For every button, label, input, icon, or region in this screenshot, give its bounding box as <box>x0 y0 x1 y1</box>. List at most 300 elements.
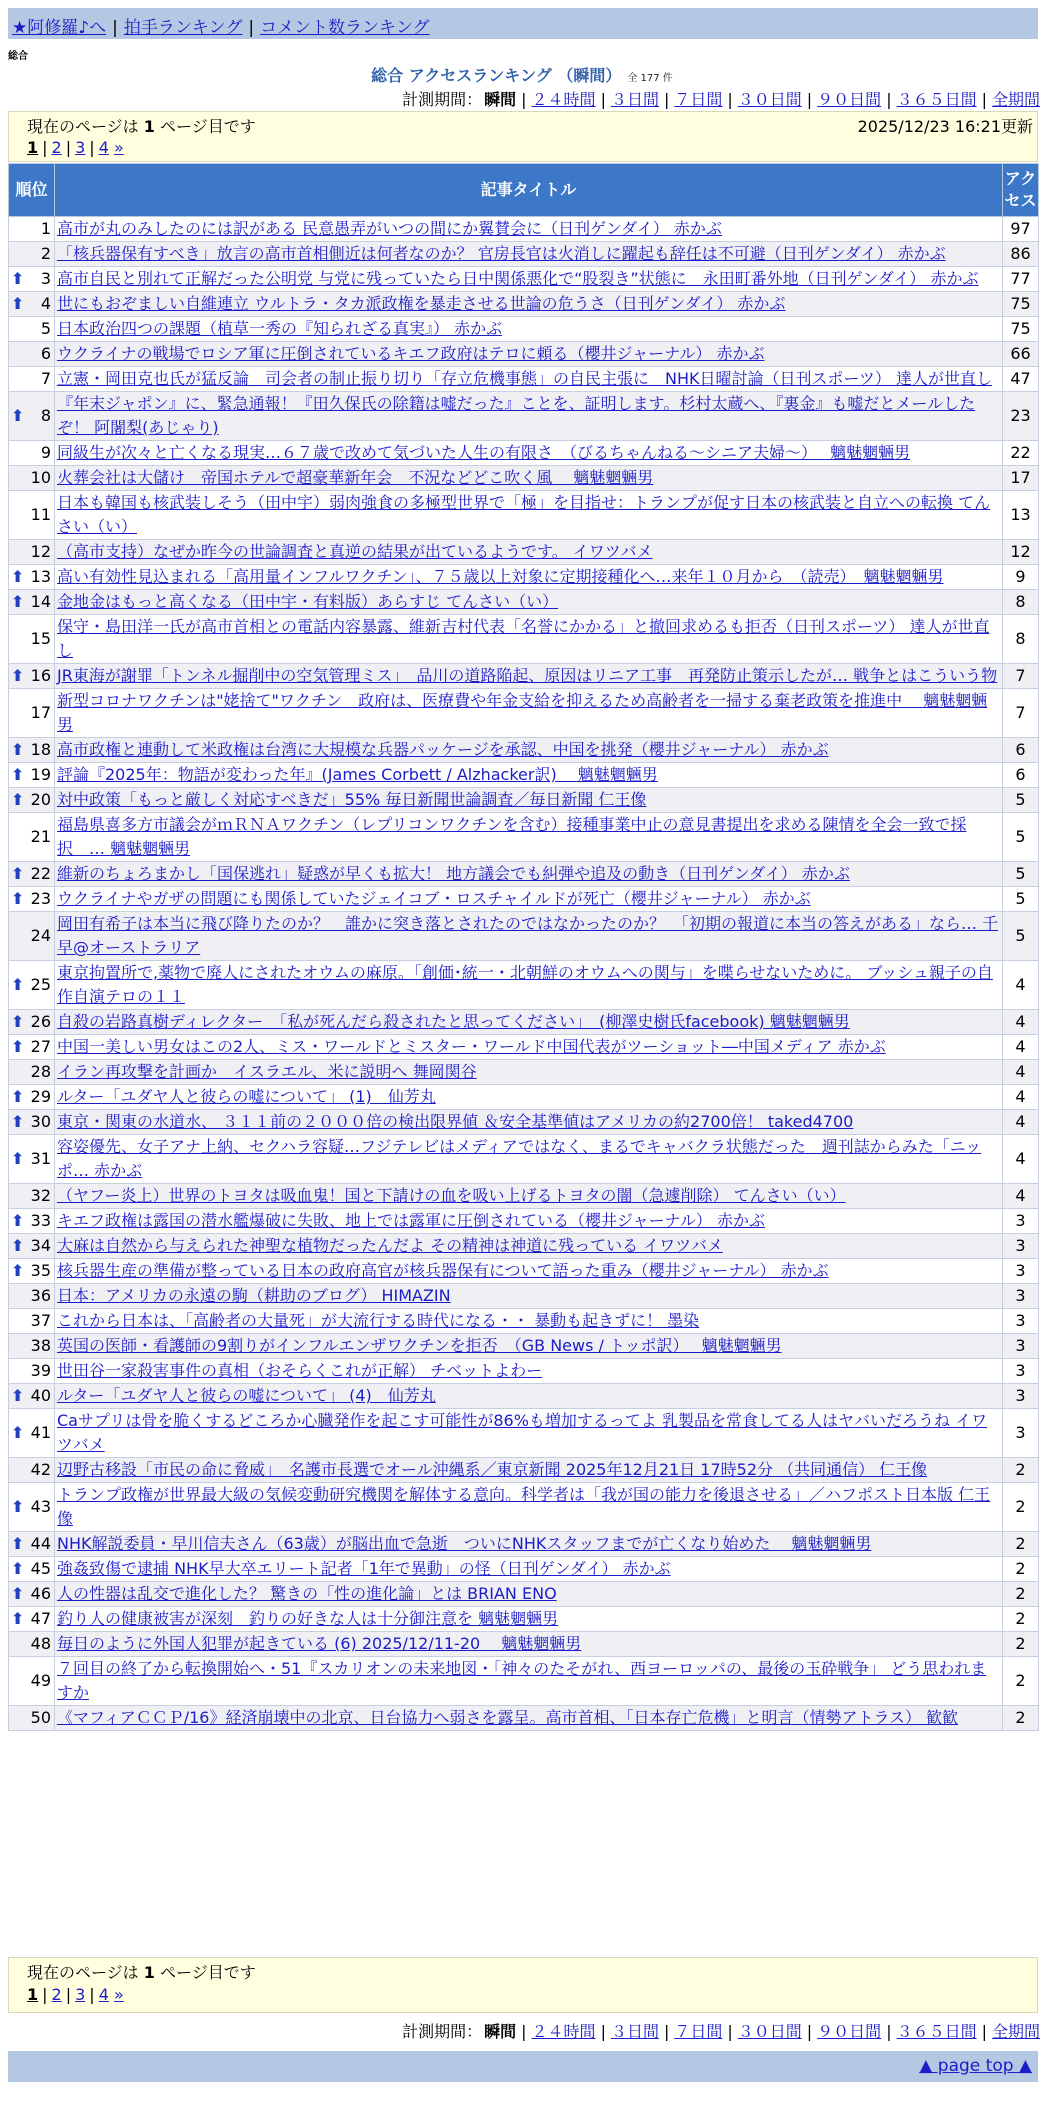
rank-number: 2 <box>40 244 51 263</box>
title-cell <box>55 1483 1003 1532</box>
title-cell <box>55 1209 1003 1234</box>
article-link[interactable]: 毎日のように外国人犯罪が起きている (6) 2025/12/11-20 魑魅魍魎男 <box>57 1634 582 1653</box>
article-link[interactable]: トランプ政権が世界最大級の気候変動研究機関を解体する意向。科学者は「我が国の能力を後退させる」／ハフポスト日本版 仁王像 <box>57 1485 991 1528</box>
rank-cell <box>9 1085 55 1110</box>
access-count: 3 <box>1003 1334 1039 1359</box>
rank-number: 33 <box>30 1211 51 1230</box>
table-row <box>9 367 1039 392</box>
rank-cell <box>9 1010 55 1035</box>
access-count: 5 <box>1003 912 1039 961</box>
access-count: 5 <box>1003 862 1039 887</box>
rank-number: 49 <box>30 1671 51 1690</box>
title-cell <box>55 1607 1003 1632</box>
rank-number: 41 <box>30 1423 51 1442</box>
rank-number: 6 <box>40 344 51 363</box>
title-cell <box>55 242 1003 267</box>
table-row <box>9 1582 1039 1607</box>
period-option-link[interactable]: ７日間 <box>674 2022 723 2041</box>
table-row <box>9 1384 1039 1409</box>
table-row <box>9 1135 1039 1184</box>
access-count: 3 <box>1003 1284 1039 1309</box>
rank-cell <box>9 788 55 813</box>
rank-number: 50 <box>30 1708 51 1727</box>
rank-cell <box>9 466 55 491</box>
access-count: 23 <box>1003 392 1039 441</box>
article-link[interactable]: 《マフィアＣＣＰ/16》経済崩壊中の北京、日台協力へ弱さを露呈。高市首相、「日本存亡危機」と明言（情勢アトラス） 歓歓 <box>57 1708 959 1727</box>
rank-cell <box>9 590 55 615</box>
title-cell <box>55 1234 1003 1259</box>
table-row <box>9 267 1039 292</box>
title-cell <box>55 1035 1003 1060</box>
rank-cell <box>9 862 55 887</box>
article-link[interactable]: ７回目の終了から転換開始へ・51『スカリオンの未来地図・「神々のたそがれ、西ヨーロッパの、最後の玉砕戦争」 どう思われますか <box>57 1659 987 1702</box>
access-count: 75 <box>1003 292 1039 317</box>
access-count: 3 <box>1003 1209 1039 1234</box>
period-option-link[interactable]: ３０日間 <box>737 2022 802 2041</box>
separator: | <box>981 90 987 109</box>
period-option-link[interactable]: ２４時間 <box>531 2022 596 2041</box>
rank-cell <box>9 1607 55 1632</box>
separator: | <box>42 1985 48 2004</box>
rank-number: 24 <box>30 926 51 945</box>
access-count: 2 <box>1003 1632 1039 1657</box>
rank-number: 20 <box>30 790 51 809</box>
title-cell <box>55 1259 1003 1284</box>
separator: | <box>248 18 255 38</box>
up-arrow-icon: ⬆ <box>11 975 25 994</box>
table-row <box>9 540 1039 565</box>
table-row <box>9 1309 1039 1334</box>
access-count: 9 <box>1003 565 1039 590</box>
period-option-link[interactable]: 全期間 <box>991 2022 1040 2041</box>
rank-number: 16 <box>30 666 51 685</box>
rank-cell <box>9 763 55 788</box>
rank-cell <box>9 1110 55 1135</box>
access-count: 4 <box>1003 1085 1039 1110</box>
page-link[interactable]: 4 <box>98 138 109 157</box>
period-option-link[interactable]: ７日間 <box>674 90 723 109</box>
rank-number: 28 <box>30 1062 51 1081</box>
up-arrow-icon: ⬆ <box>11 1012 25 1031</box>
article-link[interactable]: 高市が丸のみしたのには訳がある 民意愚弄がいつの間にか翼賛会に（日刊ゲンダイ） 赤かぶ <box>57 219 722 238</box>
rank-number: 22 <box>30 864 51 883</box>
article-link[interactable]: 『年末ジャポン』に、緊急通報！『田久保氏の除籍は嘘だった』ことを、証明します。杉村太蔵へ、『裏金』も嘘だとメールしたぞ！ 阿闍梨(あじゃり) <box>57 394 976 437</box>
separator: | <box>663 90 670 109</box>
access-count: 4 <box>1003 1135 1039 1184</box>
rank-cell <box>9 1184 55 1209</box>
page-top-link[interactable]: ▲ page top ▲ <box>919 2056 1032 2076</box>
separator: | <box>981 2022 987 2041</box>
access-count: 8 <box>1003 615 1039 664</box>
period-label: 計測期間： <box>402 90 483 109</box>
article-link[interactable]: 辺野古移設「市民の命に脅威」 名護市長選でオール沖縄系／東京新聞 2025年12月21日 17時52分 （共同通信） 仁王像 <box>57 1460 928 1479</box>
rank-number: 3 <box>40 269 51 288</box>
article-link[interactable]: NHK解説委員・早川信夫さん（63歳）が脳出血で急逝 ついにNHKスタッフまでが亡くなり始めた 魑魅魍魎男 <box>57 1534 872 1553</box>
rank-cell <box>9 292 55 317</box>
article-link[interactable]: 高市自民と別れて正解だった公明党 与党に残っていたら日中関係悪化で“股裂き”状態に 永田町番外地（日刊ゲンダイ） 赤かぶ <box>57 269 979 288</box>
separator: | <box>42 138 48 157</box>
table-row <box>9 689 1039 738</box>
period-option-link[interactable]: ９０日間 <box>817 90 882 109</box>
up-arrow-icon: ⬆ <box>11 406 25 425</box>
page-link[interactable]: 3 <box>75 1985 86 2004</box>
total-count: 全 177 件 <box>627 73 673 84</box>
article-link[interactable]: 保守・島田洋一氏が高市首相との電話内容暴露、維新吉村代表「名誉にかかる」と撤回求めるも拒否（日刊スポーツ） 達人が世直し <box>57 617 990 660</box>
period-option-link[interactable]: ９０日間 <box>817 2022 882 2041</box>
rank-number: 47 <box>30 1609 51 1628</box>
table-row <box>9 1409 1039 1458</box>
up-arrow-icon: ⬆ <box>11 1149 25 1168</box>
rank-number: 45 <box>30 1559 51 1578</box>
table-row <box>9 217 1039 242</box>
access-count: 12 <box>1003 540 1039 565</box>
title-cell <box>55 664 1003 689</box>
table-row <box>9 491 1039 540</box>
article-link[interactable]: 「核兵器保有すべき」放言の高市首相側近は何者なのか？ 官房長官は火消しに躍起も辞任は不可避（日刊ゲンダイ） 赤かぶ <box>57 244 946 263</box>
rank-cell <box>9 912 55 961</box>
title-cell <box>55 392 1003 441</box>
access-count: 2 <box>1003 1532 1039 1557</box>
period-selector-bottom <box>402 2019 1040 2042</box>
article-link[interactable]: 対中政策「もっと厳しく対応すべきだ」55% 毎日新聞世論調査／毎日新聞 仁王像 <box>57 790 647 809</box>
rank-number: 32 <box>30 1186 51 1205</box>
period-label: 計測期間： <box>402 2022 483 2041</box>
rank-cell <box>9 217 55 242</box>
article-link[interactable]: 岡田有希子は本当に飛び降りたのか？ 誰かに突き落とされたのではなかったのか？ 「初期の報道に本当の答えがある」なら… 千早@オーストラリア <box>57 914 999 957</box>
table-row <box>9 763 1039 788</box>
up-arrow-icon: ⬆ <box>11 1261 25 1280</box>
rank-number: 48 <box>30 1634 51 1653</box>
rank-cell <box>9 961 55 1010</box>
table-row <box>9 392 1039 441</box>
next-page-link[interactable]: » <box>113 138 124 157</box>
next-page-link[interactable]: » <box>113 1985 124 2004</box>
article-link[interactable]: 評論『2025年：物語が変わった年』(James Corbett / Alzhacker訳) 魑魅魍魎男 <box>57 765 658 784</box>
up-arrow-icon: ⬆ <box>11 1386 25 1405</box>
access-count: 2 <box>1003 1458 1039 1483</box>
rank-number: 31 <box>30 1149 51 1168</box>
rank-number: 46 <box>30 1584 51 1603</box>
article-link[interactable]: 立憲・岡田克也氏が猛反論 司会者の制止振り切り「存立危機事態」の自民主張に NHK日曜討論（日刊スポーツ） 達人が世直し <box>57 369 992 388</box>
home-link[interactable]: ★阿修羅♪へ <box>12 18 107 38</box>
access-count: 2 <box>1003 1607 1039 1632</box>
article-link[interactable]: 強姦致傷で逮捕 NHK早大卒エリート記者「1年で異動」の怪（日刊ゲンダイ） 赤かぶ <box>57 1559 671 1578</box>
separator: | <box>886 2022 892 2041</box>
up-arrow-icon: ⬆ <box>11 765 25 784</box>
article-link[interactable]: ウクライナやガザの問題にも関係していたジェイコブ・ロスチャイルドが死亡（櫻井ジャーナル） 赤かぶ <box>57 889 811 908</box>
title-cell <box>55 565 1003 590</box>
title-cell <box>55 1409 1003 1458</box>
up-arrow-icon: ⬆ <box>11 269 25 288</box>
title-cell <box>55 887 1003 912</box>
title-header: 記事タイトル <box>55 164 1003 217</box>
rank-number: 21 <box>30 827 51 846</box>
rank-number: 30 <box>30 1112 51 1131</box>
table-row <box>9 1532 1039 1557</box>
article-link[interactable]: イラン再攻撃を計画か イスラエル、米に説明へ 舞岡関谷 <box>57 1062 477 1081</box>
table-row <box>9 441 1039 466</box>
separator: | <box>806 2022 813 2041</box>
article-link[interactable]: 釣り人の健康被害が深刻 釣りの好きな人は十分御注意を 魑魅魍魎男 <box>57 1609 559 1628</box>
rank-cell <box>9 1060 55 1085</box>
rank-cell <box>9 342 55 367</box>
page-status: 現在のページは 1 ページ目です <box>27 1963 256 1982</box>
access-count: 2 <box>1003 1483 1039 1532</box>
rank-cell <box>9 540 55 565</box>
access-count: 3 <box>1003 1234 1039 1259</box>
article-link[interactable]: 容姿優先、女子アナ上納、セクハラ容疑…フジテレビはメディアではなく、まるでキャバクラ状態だった 週刊誌からみた「ニッポ… 赤かぶ <box>57 1137 982 1180</box>
period-option-link[interactable]: ３６５日間 <box>896 90 977 109</box>
rank-cell <box>9 813 55 862</box>
access-count: 7 <box>1003 689 1039 738</box>
table-row <box>9 615 1039 664</box>
rank-cell <box>9 1209 55 1234</box>
top-nav <box>12 13 430 38</box>
rank-number: 12 <box>30 542 51 561</box>
rank-cell <box>9 1706 55 1731</box>
period-option-link[interactable]: ３０日間 <box>737 90 802 109</box>
rank-cell <box>9 1284 55 1309</box>
rank-number: 36 <box>30 1286 51 1305</box>
access-count: 17 <box>1003 466 1039 491</box>
separator: | <box>112 18 118 38</box>
table-row <box>9 1657 1039 1706</box>
rank-number: 8 <box>40 406 51 425</box>
access-count: 2 <box>1003 1657 1039 1706</box>
article-link[interactable]: ルター「ユダヤ人と彼らの嘘について」 (1) 仙芳丸 <box>57 1087 436 1106</box>
article-link[interactable]: 東京拘置所で,薬物で廃人にされたオウムの麻原。「創価･統一・北朝鮮のオウムへの関与」を喋らせないために。 ブッシュ親子の自作自演テロの１１ <box>57 963 993 1006</box>
rank-number: 13 <box>30 567 51 586</box>
page-link[interactable]: 2 <box>51 138 62 157</box>
page-links <box>27 138 124 157</box>
table-row <box>9 887 1039 912</box>
rank-cell <box>9 1632 55 1657</box>
rank-cell <box>9 1657 55 1706</box>
period-current: 瞬間 <box>484 90 517 109</box>
up-arrow-icon: ⬆ <box>11 294 25 313</box>
access-count: 47 <box>1003 367 1039 392</box>
table-row <box>9 1209 1039 1234</box>
title-cell <box>55 342 1003 367</box>
up-arrow-icon: ⬆ <box>11 1236 25 1255</box>
rank-cell <box>9 1557 55 1582</box>
article-link[interactable]: JR東海が謝罪「トンネル掘削中の空気管理ミス」 品川の道路陥起、原因はリニア工事 再発防止策示したが… 戦争とはこういう物 <box>57 666 998 685</box>
article-link[interactable]: Caサプリは骨を脆くするどころか心臓発作を起こす可能性が86%も増加するってよ 乳製品を常食してる人はヤバいだろうね イワツバメ <box>57 1411 988 1454</box>
rank-number: 39 <box>30 1361 51 1380</box>
access-count: 5 <box>1003 813 1039 862</box>
article-link[interactable]: 金地金はもっと高くなる（田中宇・有料版）あらすじ てんさい（い） <box>57 592 559 611</box>
up-arrow-icon: ⬆ <box>11 1211 25 1230</box>
separator: | <box>727 90 733 109</box>
up-arrow-icon: ⬆ <box>11 1584 25 1603</box>
period-selector-top <box>402 87 1040 110</box>
access-count: 66 <box>1003 342 1039 367</box>
up-arrow-icon: ⬆ <box>11 1423 25 1442</box>
period-option-link[interactable]: ３日間 <box>610 90 659 109</box>
rank-number: 4 <box>40 294 51 313</box>
period-option-link[interactable]: 全期間 <box>991 90 1040 109</box>
title-cell <box>55 1557 1003 1582</box>
rank-cell <box>9 491 55 540</box>
table-row <box>9 862 1039 887</box>
table-row <box>9 466 1039 491</box>
page-title <box>0 63 1044 86</box>
footer-bar <box>8 2051 1038 2082</box>
title-cell <box>55 1632 1003 1657</box>
rank-number: 14 <box>30 592 51 611</box>
title-cell <box>55 1135 1003 1184</box>
article-link[interactable]: 核兵器生産の準備が整っている日本の政府高官が核兵器保有について語った重み（櫻井ジャーナル） 赤かぶ <box>57 1261 829 1280</box>
rank-cell <box>9 1309 55 1334</box>
title-cell <box>55 466 1003 491</box>
page-link[interactable]: 2 <box>51 1985 62 2004</box>
article-link[interactable]: 福島県喜多方市議会がｍＲＮＡワクチン（レプリコンワクチンを含む）接種事業中止の意見書提出を求める陳情を全会一致で採択 … 魑魅魍魎男 <box>57 815 967 858</box>
period-option-link[interactable]: ３日間 <box>610 2022 659 2041</box>
title-cell <box>55 788 1003 813</box>
article-link[interactable]: （高市支持）なぜか昨今の世論調査と真逆の結果が出ているようです。 イワツバメ <box>57 542 653 561</box>
page-status: 現在のページは 1 ページ目です <box>27 117 256 136</box>
article-link[interactable]: 英国の医師・看護師の9割りがインフルエンザワクチンを拒否 （GB News / トッポ訳） 魑魅魍魎男 <box>57 1336 782 1355</box>
rank-cell <box>9 1483 55 1532</box>
title-cell <box>55 1657 1003 1706</box>
period-option-link[interactable]: ３６５日間 <box>896 2022 977 2041</box>
table-row <box>9 1557 1039 1582</box>
title-cell <box>55 367 1003 392</box>
article-link[interactable]: 火葬会社は大儲け 帝国ホテルで超豪華新年会 不況などどこ吹く風 魑魅魍魎男 <box>57 468 654 487</box>
page-link[interactable]: 4 <box>98 1985 109 2004</box>
access-count: 4 <box>1003 961 1039 1010</box>
separator: | <box>65 1985 72 2004</box>
table-row <box>9 1259 1039 1284</box>
title-cell <box>55 1458 1003 1483</box>
title-cell <box>55 441 1003 466</box>
article-link[interactable]: 人の性器は乱交で進化した？ 驚きの「性の進化論」とは BRIAN ENO <box>57 1584 557 1603</box>
article-link[interactable]: （ヤフー炎上）世界のトヨタは吸血鬼！国と下請けの血を吸い上げるトヨタの闇（急遽削除） てんさい（い） <box>57 1186 846 1205</box>
title-cell <box>55 689 1003 738</box>
title-cell <box>55 912 1003 961</box>
table-row <box>9 1010 1039 1035</box>
article-link[interactable]: 同級生が次々と亡くなる現実…６７歳で改めて気づいた人生の有限さ （びるちゃんねる～シニア夫婦～） 魑魅魍魎男 <box>57 443 911 462</box>
page-link[interactable]: 3 <box>75 138 86 157</box>
title-cell <box>55 1582 1003 1607</box>
title-cell <box>55 317 1003 342</box>
access-count: 22 <box>1003 441 1039 466</box>
table-row <box>9 1607 1039 1632</box>
access-count: 2 <box>1003 1706 1039 1731</box>
rank-cell <box>9 1582 55 1607</box>
separator: | <box>89 1985 95 2004</box>
article-link[interactable]: 大麻は自然から与えられた神聖な植物だったんだよ その精神は神道に残っている イワツバメ <box>57 1236 723 1255</box>
access-count: 2 <box>1003 1582 1039 1607</box>
access-count: 4 <box>1003 1060 1039 1085</box>
title-cell <box>55 1359 1003 1384</box>
title-cell <box>55 1010 1003 1035</box>
title-cell <box>55 1085 1003 1110</box>
article-link[interactable]: 高い有効性見込まれる「高用量インフルワクチン」、７５歳以上対象に定期接種化へ…来年１０月から （読売） 魑魅魍魎男 <box>57 567 944 586</box>
title-cell <box>55 1309 1003 1334</box>
clap-ranking-link[interactable]: 拍手ランキング <box>123 18 243 38</box>
rank-number: 38 <box>30 1336 51 1355</box>
rank-cell <box>9 1532 55 1557</box>
article-link[interactable]: キエフ政権は露国の潜水艦爆破に失敗、地上では露軍に圧倒されている（櫻井ジャーナル） 赤かぶ <box>57 1211 765 1230</box>
access-count: 3 <box>1003 1259 1039 1284</box>
rank-number: 42 <box>30 1460 51 1479</box>
up-arrow-icon: ⬆ <box>11 666 25 685</box>
article-link[interactable]: 中国一美しい男女はこの2人、ミス・ワールドとミスター・ワールド中国代表がツーショット―中国メディア 赤かぶ <box>57 1037 886 1056</box>
article-link[interactable]: 自殺の岩路真樹ディレクター 「私が死んだら殺されたと思ってください」 (柳澤史樹氏facebook) 魑魅魍魎男 <box>57 1012 850 1031</box>
article-link[interactable]: 世田谷一家殺害事件の真相（おそらくこれが正解） チベットよわー <box>57 1361 543 1380</box>
access-count: 3 <box>1003 1384 1039 1409</box>
rank-number: 37 <box>30 1311 51 1330</box>
access-count: 4 <box>1003 1110 1039 1135</box>
rank-cell <box>9 887 55 912</box>
table-row <box>9 1632 1039 1657</box>
article-link[interactable]: 日本も韓国も核武装しそう（田中宇）弱肉強食の多極型世界で「極」を目指せ：トランプが促す日本の核武装と自立への転換 てんさい（い） <box>57 493 991 536</box>
up-arrow-icon: ⬆ <box>11 1559 25 1578</box>
article-link[interactable]: 東京・関東の水道水、 ３１１前の２０００倍の検出限界値 ＆安全基準値はアメリカの約2700倍！ taked4700 <box>57 1112 854 1131</box>
rank-cell <box>9 1334 55 1359</box>
article-link[interactable]: 世にもおぞましい自維連立 ウルトラ・タカ派政権を暴走させる世論の危うさ（日刊ゲンダイ） 赤かぶ <box>57 294 786 313</box>
up-arrow-icon: ⬆ <box>11 1534 25 1553</box>
table-row <box>9 664 1039 689</box>
rank-cell <box>9 738 55 763</box>
period-option-link[interactable]: ２４時間 <box>531 90 596 109</box>
rank-number: 17 <box>30 703 51 722</box>
comment-ranking-link[interactable]: コメント数ランキング <box>260 18 430 38</box>
access-header: アクセス <box>1003 164 1039 217</box>
table-row <box>9 813 1039 862</box>
article-link[interactable]: 高市政権と連動して米政権は台湾に大規模な兵器パッケージを承認、中国を挑発（櫻井ジャーナル） 赤かぶ <box>57 740 829 759</box>
article-link[interactable]: ルター「ユダヤ人と彼らの嘘について」 (4) 仙芳丸 <box>57 1386 436 1405</box>
table-row <box>9 1334 1039 1359</box>
article-link[interactable]: 維新のちょろまかし「国保逃れ」疑惑が早くも拡大！ 地方議会でも糾弾や追及の動き（日刊ゲンダイ） 赤かぶ <box>57 864 850 883</box>
ranking-table <box>8 163 1039 1731</box>
article-link[interactable]: これから日本は、「高齢者の大量死」が大流行する時代になる・・ 暴動も起きずに！ 墨染 <box>57 1311 700 1330</box>
separator: | <box>886 90 892 109</box>
rank-cell <box>9 1384 55 1409</box>
page-links <box>27 1985 124 2004</box>
rank-cell <box>9 392 55 441</box>
table-row <box>9 1035 1039 1060</box>
rank-cell <box>9 441 55 466</box>
separator: | <box>521 2022 527 2041</box>
article-link[interactable]: 新型コロナワクチンは"姥捨て"ワクチン 政府は、医療費や年金支給を抑えるため高齢者を一掃する棄老政策を推進中 魑魅魍魎男 <box>57 691 988 734</box>
rank-number: 9 <box>40 443 51 462</box>
article-link[interactable]: ウクライナの戦場でロシア軍に圧倒されているキエフ政府はテロに頼る（櫻井ジャーナル） 赤かぶ <box>57 344 765 363</box>
article-link[interactable]: 日本：アメリカの永遠の駒（耕助のブログ） HIMAZIN <box>57 1286 451 1305</box>
table-row <box>9 1110 1039 1135</box>
separator: | <box>727 2022 733 2041</box>
top-nav-bar <box>8 8 1038 39</box>
table-row <box>9 1483 1039 1532</box>
table-row <box>9 738 1039 763</box>
rank-number: 44 <box>30 1534 51 1553</box>
table-row <box>9 788 1039 813</box>
rank-number: 26 <box>30 1012 51 1031</box>
rank-number: 23 <box>30 889 51 908</box>
up-arrow-icon: ⬆ <box>11 864 25 883</box>
up-arrow-icon: ⬆ <box>11 567 25 586</box>
table-row <box>9 317 1039 342</box>
category-label: 総合 <box>8 51 28 62</box>
access-count: 6 <box>1003 763 1039 788</box>
access-count: 3 <box>1003 1359 1039 1384</box>
access-count: 4 <box>1003 1184 1039 1209</box>
article-link[interactable]: 日本政治四つの課題（植草一秀の『知られざる真実』） 赤かぶ <box>57 319 503 338</box>
table-row <box>9 1234 1039 1259</box>
rank-number: 25 <box>30 975 51 994</box>
period-current: 瞬間 <box>484 2022 517 2041</box>
